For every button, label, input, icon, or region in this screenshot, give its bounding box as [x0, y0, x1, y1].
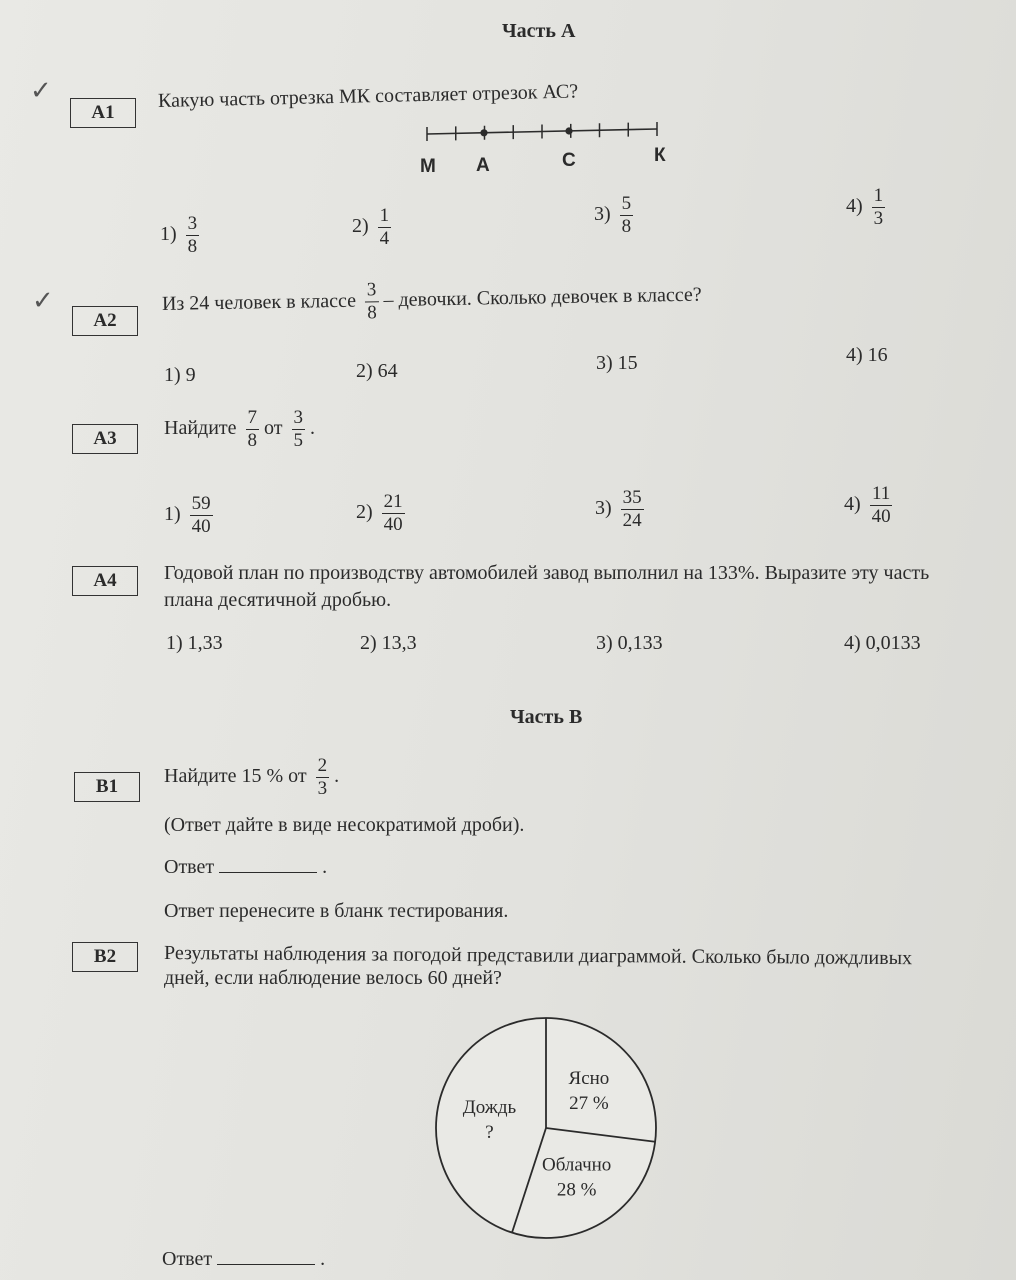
fraction: $\frac{3}{8}$: [187, 213, 198, 257]
pie-slice-value: 28 %: [556, 1179, 597, 1201]
pie-slice-value: 27 %: [569, 1093, 609, 1115]
weather-pie-chart: [426, 1010, 670, 1246]
a1-option-4[interactable]: [846, 186, 885, 229]
fraction: $\frac{11}{40}$: [871, 483, 891, 527]
option-number: 4): [844, 493, 861, 516]
b1-question: Найдите 15 % от $\frac{2}{3}$ .: [164, 755, 340, 799]
a4-option-3[interactable]: 3) 0,133: [596, 632, 663, 654]
point-a-dot: [480, 129, 487, 136]
a2-option-1[interactable]: 1) 9: [164, 364, 196, 386]
handwritten-check-mark: ✓: [30, 76, 52, 106]
b2-answer-row: Ответ .: [162, 1248, 326, 1270]
a2-option-3[interactable]: 3) 15: [596, 352, 638, 374]
task-label-b1: В1: [74, 772, 140, 802]
b2-answer-blank[interactable]: [217, 1248, 315, 1265]
a3-question: Найдите $\frac{7}{8}$ от $\frac{3}{5}$ .: [164, 407, 316, 451]
fraction: $\frac{2}{3}$: [317, 755, 328, 799]
b1-note: (Ответ дайте в виде несократимой дроби).: [164, 814, 525, 836]
a3-option-2[interactable]: [356, 492, 405, 535]
a1-option-1[interactable]: [160, 214, 199, 257]
fraction: $\frac{7}{8}$: [247, 407, 258, 451]
a1-option-3[interactable]: [594, 194, 633, 237]
fraction: $\frac{3}{5}$: [293, 407, 304, 451]
a2-option-4[interactable]: 4) 16: [846, 344, 888, 366]
fraction: $\frac{21}{40}$: [383, 491, 403, 535]
pie-slice-label: Ясно: [568, 1068, 610, 1090]
task-label-a3: А3: [72, 424, 138, 454]
a1-option-2[interactable]: [352, 206, 391, 249]
point-label-a: А: [476, 155, 490, 176]
fraction: $\frac{1}{3}$: [873, 185, 884, 229]
option-number: 2): [352, 215, 369, 238]
pie-slice-value: ?: [485, 1122, 494, 1144]
option-number: 3): [595, 497, 612, 520]
task-label-a1: А1: [70, 98, 136, 128]
fraction: $\frac{59}{40}$: [191, 493, 211, 537]
part-b-title: Часть В: [510, 706, 583, 728]
a3-option-1[interactable]: [164, 494, 213, 537]
point-label-m: М: [420, 156, 436, 177]
b1-answer-blank[interactable]: [219, 856, 317, 873]
option-number: 3): [594, 203, 611, 226]
task-label-b2: В2: [72, 942, 138, 972]
point-label-k: К: [654, 145, 666, 166]
fraction: $\frac{35}{24}$: [622, 487, 642, 531]
b1-transfer-note: Ответ перенесите в бланк тестирования.: [164, 900, 509, 922]
number-line: [427, 122, 657, 141]
b2-question: Результаты наблюдения за погодой представили диаграммой. Сколько было дождливых дней, если наблюдение велось 60 дней?: [164, 942, 913, 989]
handwritten-check-mark: ✓: [32, 286, 54, 316]
point-label-c: С: [562, 150, 576, 171]
a1-question: Какую часть отрезка МК составляет отрезок АС?: [157, 80, 579, 112]
pie-slice-label: Дождь: [462, 1097, 517, 1119]
fraction: $\frac{5}{8}$: [621, 193, 632, 237]
a4-option-2[interactable]: 2) 13,3: [360, 632, 417, 654]
number-line-figure: [415, 118, 685, 180]
fraction: $\frac{3}{8}$: [366, 279, 377, 324]
a4-option-4[interactable]: 4) 0,0133: [844, 632, 921, 654]
task-label-a2: А2: [72, 306, 138, 336]
b1-answer-row: Ответ .: [164, 856, 328, 878]
task-label-a4: А4: [72, 566, 138, 596]
option-number: 2): [356, 501, 373, 524]
a4-question: Годовой план по производству автомобилей завод выполнил на 133%. Выразите эту часть плана десятичной дробью.: [164, 562, 930, 611]
option-number: 1): [160, 223, 177, 246]
a2-question: Из 24 человек в классе $\frac{3}{8}$ – девочки. Сколько девочек в классе?: [161, 279, 702, 324]
point-c-dot: [565, 127, 572, 134]
part-a-title: Часть А: [502, 20, 576, 42]
a3-option-3[interactable]: [595, 488, 644, 531]
option-number: 4): [846, 195, 863, 218]
a3-option-4[interactable]: [844, 484, 893, 527]
pie-slice-label: Облачно: [542, 1154, 612, 1176]
a4-option-1[interactable]: 1) 1,33: [166, 632, 223, 654]
fraction: $\frac{1}{4}$: [379, 205, 390, 249]
option-number: 1): [164, 503, 181, 526]
a2-option-2[interactable]: 2) 64: [356, 360, 398, 382]
